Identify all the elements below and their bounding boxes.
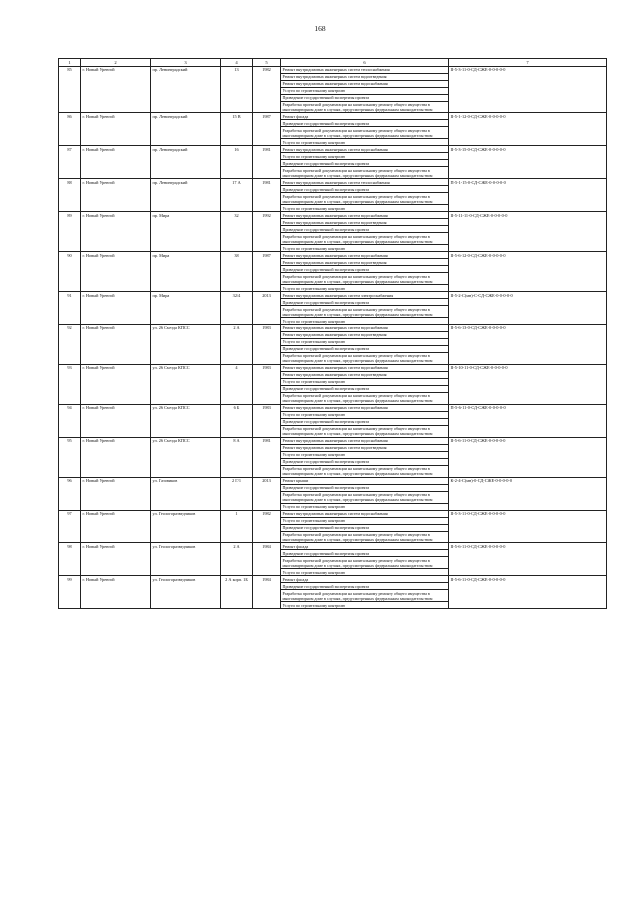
- table-row: [59, 212, 607, 219]
- column-number: 7: [449, 59, 607, 67]
- table-row: [59, 324, 607, 331]
- table-row: [59, 437, 607, 444]
- record-city: г. Новый Уренгой: [81, 324, 151, 364]
- record-code: II-5-6-11-0-СД-СЖЕ-0-0-0-0-0: [449, 543, 607, 576]
- work-item: Проведение государственной экспертизы проекта: [281, 583, 449, 590]
- record-year: 1992: [253, 212, 281, 252]
- record-street: ул. 26 Съезда КПСС: [151, 437, 221, 477]
- record-house: 13: [221, 66, 253, 113]
- work-item: Разработка проектной документации на капитальному ремонту общего имущества в многоквартирном доме в случаях, предусмотренных федеральным законодательством: [281, 306, 449, 318]
- record-street: ул. Газовиков: [151, 477, 221, 510]
- work-item: Ремонт фасада: [281, 576, 449, 583]
- record-number: 94: [59, 404, 81, 437]
- work-item: Ремонт внутридомовых инженерных систем теплоснабжения: [281, 66, 449, 73]
- record-code: II-5-11-11-0-СД-СЖЕ-0-0-0-0-0: [449, 212, 607, 252]
- record-city: г. Новый Уренгой: [81, 113, 151, 146]
- record-year: 1982: [253, 66, 281, 113]
- record-street: пр. Мира: [151, 212, 221, 252]
- record-number: 85: [59, 66, 81, 113]
- record-number: 89: [59, 212, 81, 252]
- record-year: 1984: [253, 576, 281, 609]
- work-item: Ремонт крыши: [281, 477, 449, 484]
- work-item: Ремонт внутридомовых инженерных систем водоснабжения: [281, 80, 449, 87]
- record-city: г. Новый Уренгой: [81, 292, 151, 325]
- work-item: Разработка проектной документации на капитальному ремонту общего имущества в многоквартирном доме в случаях, предусмотренных федеральным законодательством: [281, 392, 449, 404]
- column-number: 4: [221, 59, 253, 67]
- record-number: 98: [59, 543, 81, 576]
- record-number: 92: [59, 324, 81, 364]
- work-item: Ремонт внутридомовых инженерных систем водоотведения: [281, 219, 449, 226]
- record-house: 38: [221, 252, 253, 292]
- record-code: II-5-6-11-0-СД-СЖЕ-0-0-0-0-0: [449, 576, 607, 609]
- work-item: Проведение государственной экспертизы проекта: [281, 484, 449, 491]
- record-city: г. Новый Уренгой: [81, 477, 151, 510]
- record-year: 1984: [253, 543, 281, 576]
- work-item: Ремонт внутридомовых инженерных систем водоотведения: [281, 73, 449, 80]
- page-number: 168: [314, 24, 326, 33]
- table-body: [59, 66, 607, 609]
- record-house: 2 А корп. 1Б: [221, 576, 253, 609]
- work-item: Услуги по строительному контролю: [281, 602, 449, 609]
- record-year: 1987: [253, 113, 281, 146]
- work-item: Услуги по строительному контролю: [281, 411, 449, 418]
- record-street: пр. Мира: [151, 292, 221, 325]
- record-code: II-5-6-12-0-СД-СЖЕ-0-0-0-0-0: [449, 252, 607, 292]
- record-year: 1987: [253, 252, 281, 292]
- work-item: Ремонт фасада: [281, 543, 449, 550]
- work-item: Проведение государственной экспертизы проекта: [281, 299, 449, 306]
- record-code: II-5-3-15-0-СД-СЖЕ-0-0-0-0-0: [449, 146, 607, 179]
- record-house: 8 А: [221, 437, 253, 477]
- table-row: [59, 477, 607, 484]
- column-number-row: [59, 59, 607, 67]
- work-item: Услуги по строительному контролю: [281, 205, 449, 212]
- work-item: Ремонт внутридомовых инженерных систем теплоснабжения: [281, 179, 449, 186]
- record-code: II-5-2-С(мн)-С-СД-СЖЕ-0-0-0-0-0: [449, 292, 607, 325]
- work-item: Проведение государственной экспертизы проекта: [281, 226, 449, 233]
- record-city: г. Новый Уренгой: [81, 146, 151, 179]
- work-item: Разработка проектной документации на капитальному ремонту общего имущества в многоквартирном доме в случаях, предусмотренных федеральным законодательством: [281, 127, 449, 139]
- work-item: Услуги по строительному контролю: [281, 139, 449, 146]
- work-item: Ремонт внутридомовых инженерных систем водоотведения: [281, 371, 449, 378]
- work-item: Проведение государственной экспертизы проекта: [281, 345, 449, 352]
- work-item: Ремонт внутридомовых инженерных систем водоснабжения: [281, 146, 449, 153]
- record-year: 1983: [253, 324, 281, 364]
- table-row: [59, 146, 607, 153]
- record-house: 2 А: [221, 543, 253, 576]
- record-house: 4: [221, 364, 253, 404]
- record-code: II-5-3-11-0-СД-СЖЕ-0-0-0-0-0: [449, 510, 607, 543]
- record-city: г. Новый Уренгой: [81, 510, 151, 543]
- work-item: Ремонт внутридомовых инженерных систем водоснабжения: [281, 510, 449, 517]
- work-item: Услуги по строительному контролю: [281, 451, 449, 458]
- record-house: 16: [221, 146, 253, 179]
- record-street: пр. Мира: [151, 252, 221, 292]
- record-house: 32: [221, 212, 253, 252]
- record-year: 2013: [253, 292, 281, 325]
- record-number: 97: [59, 510, 81, 543]
- record-code: К-2-4-С(мн)-0-СД-СЖЕ-0-0-0-0-0: [449, 477, 607, 510]
- work-item: Разработка проектной документации на капитальному ремонту общего имущества в многоквартирном доме в случаях, предусмотренных федеральным законодательством: [281, 590, 449, 602]
- record-number: 99: [59, 576, 81, 609]
- table-row: [59, 543, 607, 550]
- column-number: 6: [281, 59, 449, 67]
- record-street: ул. 26 Съезда КПСС: [151, 324, 221, 364]
- column-number: 1: [59, 59, 81, 67]
- record-number: 95: [59, 437, 81, 477]
- record-street: ул. 26 Съезда КПСС: [151, 364, 221, 404]
- column-number: 3: [151, 59, 221, 67]
- work-item: Ремонт внутридомовых инженерных систем водоснабжения: [281, 364, 449, 371]
- record-year: 1981: [253, 146, 281, 179]
- record-street: пр. Ленинградский: [151, 113, 221, 146]
- record-house: 6 Б: [221, 404, 253, 437]
- work-item: Проведение государственной экспертизы проекта: [281, 94, 449, 101]
- work-item: Ремонт внутридомовых инженерных систем водоотведения: [281, 444, 449, 451]
- record-house: 2 А: [221, 324, 253, 364]
- work-item: Услуги по строительному контролю: [281, 318, 449, 325]
- work-item: Проведение государственной экспертизы проекта: [281, 186, 449, 193]
- record-house: 15 В: [221, 113, 253, 146]
- record-number: 88: [59, 179, 81, 212]
- record-year: 1982: [253, 510, 281, 543]
- record-city: г. Новый Уренгой: [81, 252, 151, 292]
- record-street: пр. Ленинградский: [151, 146, 221, 179]
- record-street: ул. Геологоразведчиков: [151, 543, 221, 576]
- record-code: II-5-6-11-0-СД-СЖЕ-0-0-0-0-0: [449, 437, 607, 477]
- work-item: Разработка проектной документации на капитальному ремонту общего имущества в многоквартирном доме в случаях, предусмотренных федеральным законодательством: [281, 557, 449, 569]
- record-code: П-5-1-15-0-СД-СЖЕ-0-0-0-0-0: [449, 179, 607, 212]
- table-row: [59, 576, 607, 583]
- work-item: Разработка проектной документации на капитальному ремонту общего имущества в многоквартирном доме в случаях, предусмотренных федеральным законодательством: [281, 425, 449, 437]
- work-item: Ремонт внутридомовых инженерных систем водоснабжения: [281, 324, 449, 331]
- record-city: г. Новый Уренгой: [81, 364, 151, 404]
- work-item: Разработка проектной документации на капитальному ремонту общего имущества в многоквартирном доме в случаях, предусмотренных федеральным законодательством: [281, 531, 449, 543]
- record-year: 1981: [253, 179, 281, 212]
- record-number: 90: [59, 252, 81, 292]
- work-item: Проведение государственной экспертизы проекта: [281, 458, 449, 465]
- work-item: Разработка проектной документации на капитальному ремонту общего имущества в многоквартирном доме в случаях, предусмотренных федеральным законодательством: [281, 491, 449, 503]
- record-street: пр. Ленинградский: [151, 66, 221, 113]
- record-house: 17 А: [221, 179, 253, 212]
- work-item: Проведение государственной экспертизы проекта: [281, 385, 449, 392]
- record-house: 1: [221, 510, 253, 543]
- work-item: Проведение государственной экспертизы проекта: [281, 266, 449, 273]
- work-item: Услуги по строительному контролю: [281, 503, 449, 510]
- work-item: Ремонт внутридомовых инженерных систем водоснабжения: [281, 404, 449, 411]
- record-street: ул. Геологоразведчиков: [151, 576, 221, 609]
- work-item: Разработка проектной документации на капитальному ремонту общего имущества в многоквартирном доме в случаях, предусмотренных федеральным законодательством: [281, 193, 449, 205]
- work-item: Ремонт внутридомовых инженерных систем водоснабжения: [281, 212, 449, 219]
- work-item: Услуги по строительному контролю: [281, 338, 449, 345]
- work-item: Услуги по строительному контролю: [281, 153, 449, 160]
- work-item: Ремонт фасада: [281, 113, 449, 120]
- work-item: Проведение государственной экспертизы проекта: [281, 120, 449, 127]
- record-city: г. Новый Уренгой: [81, 437, 151, 477]
- table-row: [59, 179, 607, 186]
- record-code: II-5-1-12-0-СД-СЖЕ-0-0-0-0-0: [449, 113, 607, 146]
- record-city: г. Новый Уренгой: [81, 179, 151, 212]
- record-number: 96: [59, 477, 81, 510]
- work-item: Проведение государственной экспертизы проекта: [281, 524, 449, 531]
- work-item: Проведение государственной экспертизы проекта: [281, 160, 449, 167]
- record-city: г. Новый Уренгой: [81, 404, 151, 437]
- work-item: Услуги по строительному контролю: [281, 87, 449, 94]
- work-item: Проведение государственной экспертизы проекта: [281, 550, 449, 557]
- work-item: Услуги по строительному контролю: [281, 517, 449, 524]
- record-number: 87: [59, 146, 81, 179]
- table-row: [59, 510, 607, 517]
- record-city: г. Новый Уренгой: [81, 212, 151, 252]
- table-row: [59, 404, 607, 411]
- record-city: г. Новый Уренгой: [81, 576, 151, 609]
- table-row: [59, 113, 607, 120]
- record-year: 1983: [253, 364, 281, 404]
- work-item: Услуги по строительному контролю: [281, 245, 449, 252]
- record-year: 1983: [253, 404, 281, 437]
- work-item: Услуги по строительному контролю: [281, 285, 449, 292]
- record-year: 2013: [253, 477, 281, 510]
- table-row: [59, 252, 607, 259]
- record-number: 91: [59, 292, 81, 325]
- record-street: ул. 26 Съезда КПСС: [151, 404, 221, 437]
- work-item: Ремонт внутридомовых инженерных систем водоснабжения: [281, 252, 449, 259]
- record-city: г. Новый Уренгой: [81, 66, 151, 113]
- record-number: 93: [59, 364, 81, 404]
- column-number: 5: [253, 59, 281, 67]
- work-item: Услуги по строительному контролю: [281, 569, 449, 576]
- work-item: Ремонт внутридомовых инженерных систем водоснабжения: [281, 437, 449, 444]
- repair-table: [58, 58, 607, 609]
- work-item: Разработка проектной документации на капитальному ремонту общего имущества в многоквартирном доме в случаях, предусмотренных федеральным законодательством: [281, 101, 449, 113]
- table-row: [59, 66, 607, 73]
- work-item: Разработка проектной документации на капитальному ремонту общего имущества в многоквартирном доме в случаях, предусмотренных федеральным законодательством: [281, 273, 449, 285]
- work-item: Ремонт внутридомовых инженерных систем водоотведения: [281, 259, 449, 266]
- work-item: Проведение государственной экспертизы проекта: [281, 418, 449, 425]
- table-row: [59, 364, 607, 371]
- work-item: Ремонт внутридомовых инженерных систем электроснабжения: [281, 292, 449, 299]
- work-item: Разработка проектной документации на капитальному ремонту общего имущества в многоквартирном доме в случаях, предусмотренных федеральным законодательством: [281, 167, 449, 179]
- record-street: пр. Ленинградский: [151, 179, 221, 212]
- record-city: г. Новый Уренгой: [81, 543, 151, 576]
- work-item: Ремонт внутридомовых инженерных систем водоотведения: [281, 331, 449, 338]
- record-code: П-5-6-11-0-СД-СЖЕ-0-0-0-0-0: [449, 404, 607, 437]
- record-year: 1981: [253, 437, 281, 477]
- record-house: 32/4: [221, 292, 253, 325]
- record-code: II-5-10-11-0-СД-СЖЕ-0-0-0-0-0: [449, 364, 607, 404]
- work-item: Услуги по строительному контролю: [281, 378, 449, 385]
- table-row: [59, 292, 607, 299]
- work-item: Разработка проектной документации на капитальному ремонту общего имущества в многоквартирном доме в случаях, предусмотренных федеральным законодательством: [281, 465, 449, 477]
- record-house: 2 Г/1: [221, 477, 253, 510]
- work-item: Разработка проектной документации на капитальному ремонту общего имущества в многоквартирном доме в случаях, предусмотренных федеральным законодательством: [281, 233, 449, 245]
- column-number: 2: [81, 59, 151, 67]
- record-code: II-5-3-11-0-СД-СЖЕ-0-0-0-0-0: [449, 66, 607, 113]
- record-number: 86: [59, 113, 81, 146]
- record-street: ул. Геологоразведчиков: [151, 510, 221, 543]
- record-code: II-5-6-13-0-СД-СЖЕ-0-0-0-0-0: [449, 324, 607, 364]
- work-item: Разработка проектной документации на капитальному ремонту общего имущества в многоквартирном доме в случаях, предусмотренных федеральным законодательством: [281, 352, 449, 364]
